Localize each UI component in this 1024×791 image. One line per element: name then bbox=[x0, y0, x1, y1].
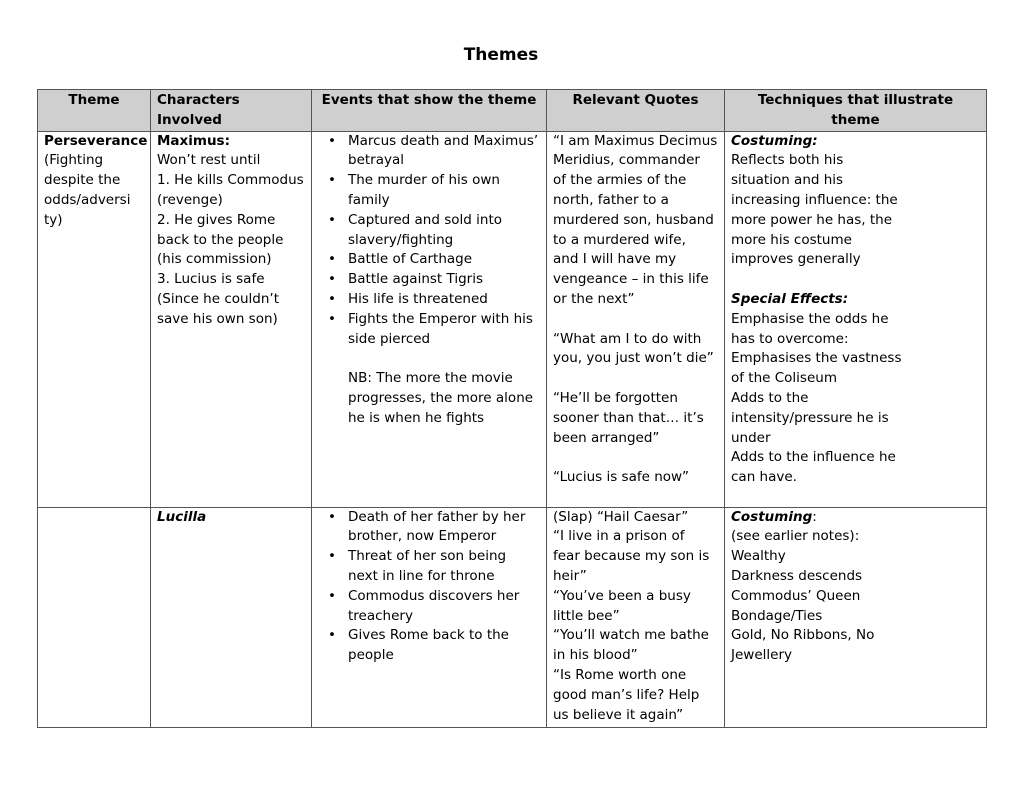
techniques-cell bbox=[725, 507, 987, 727]
themes-table bbox=[37, 89, 987, 728]
event-item: • The murder of his own family bbox=[318, 171, 540, 211]
character-line: (his commission) bbox=[157, 251, 272, 268]
character-line: Won’t rest until bbox=[157, 152, 261, 169]
table-row bbox=[38, 507, 987, 727]
quotes-cell bbox=[547, 131, 725, 507]
theme-cell bbox=[38, 131, 151, 507]
header-techniques: Techniques that illustrate theme bbox=[725, 90, 987, 132]
events-cell bbox=[312, 131, 547, 507]
character-name: Maximus: bbox=[157, 132, 230, 149]
technique-line: Reflects both his bbox=[731, 152, 844, 169]
theme-name: Perseverance bbox=[44, 132, 148, 149]
header-quotes: Relevant Quotes bbox=[547, 90, 725, 132]
technique-line: Commodus’ Queen bbox=[731, 587, 861, 604]
quote-line: vengeance – in this life bbox=[553, 271, 709, 288]
technique-line: under bbox=[731, 429, 771, 446]
technique-heading-colon: : bbox=[812, 508, 817, 525]
quote-line: little bee” bbox=[553, 607, 620, 624]
technique-heading: Costuming: bbox=[731, 132, 818, 149]
technique-line: more power he has, the bbox=[731, 211, 893, 228]
character-line: back to the people bbox=[157, 231, 284, 248]
quote-line: “Is Rome worth one bbox=[553, 666, 687, 683]
quote-line: (Slap) “Hail Caesar” bbox=[553, 508, 689, 525]
quote-line: or the next” bbox=[553, 290, 635, 307]
header-characters: Characters Involved bbox=[151, 90, 312, 132]
header-theme: Theme bbox=[38, 90, 151, 132]
theme-desc-line: despite the bbox=[44, 172, 121, 189]
quote-line: “I live in a prison of bbox=[553, 528, 685, 545]
quote-line: murdered son, husband bbox=[553, 211, 714, 228]
events-list bbox=[318, 132, 540, 350]
table-row bbox=[38, 131, 987, 507]
technique-line: Gold, No Ribbons, No bbox=[731, 627, 875, 644]
character-line: 1. He kills Commodus bbox=[157, 172, 304, 189]
character-name: Lucilla bbox=[157, 508, 207, 525]
event-item: • Gives Rome back to the people bbox=[318, 626, 540, 666]
techniques-cell bbox=[725, 131, 987, 507]
quote-line: fear because my son is bbox=[553, 548, 710, 565]
event-item: • Fights the Emperor with his side pierced bbox=[318, 310, 540, 350]
technique-line: Adds to the influence he bbox=[731, 449, 896, 466]
quote-line: “I am Maximus Decimus bbox=[553, 132, 718, 149]
character-line: (revenge) bbox=[157, 191, 223, 208]
event-item: • Commodus discovers her treachery bbox=[318, 587, 540, 627]
quote-line: us believe it again” bbox=[553, 706, 684, 723]
quote-line: you, you just won’t die” bbox=[553, 350, 714, 367]
technique-line: Emphasises the vastness bbox=[731, 350, 902, 367]
quote-line: north, father to a bbox=[553, 191, 669, 208]
character-line: 2. He gives Rome bbox=[157, 211, 276, 228]
events-list bbox=[318, 508, 540, 666]
technique-line: Bondage/Ties bbox=[731, 607, 823, 624]
quote-line: and I will have my bbox=[553, 251, 677, 268]
quote-line: in his blood” bbox=[553, 647, 638, 664]
quotes-cell bbox=[547, 507, 725, 727]
quote-line: been arranged” bbox=[553, 429, 660, 446]
quote-line: to a murdered wife, bbox=[553, 231, 686, 248]
technique-line: intensity/pressure he is bbox=[731, 409, 889, 426]
quote-line: “What am I to do with bbox=[553, 330, 702, 347]
theme-desc-line: (Fighting bbox=[44, 152, 104, 169]
quote-line: “He’ll be forgotten bbox=[553, 389, 678, 406]
technique-heading: Costuming bbox=[731, 508, 813, 525]
event-item: • His life is threatened bbox=[318, 290, 540, 310]
technique-line: of the Coliseum bbox=[731, 370, 837, 387]
spacer bbox=[553, 448, 718, 468]
quote-line: “Lucius is safe now” bbox=[553, 469, 690, 486]
character-line: 3. Lucius is safe bbox=[157, 271, 265, 288]
quote-line: sooner than that… it’s bbox=[553, 409, 704, 426]
quote-line: “You’ve been a busy bbox=[553, 587, 691, 604]
technique-heading: Special Effects: bbox=[731, 290, 849, 307]
technique-line: can have. bbox=[731, 469, 797, 486]
event-item: • Death of her father by her brother, now Emperor bbox=[318, 508, 540, 548]
event-item: • Threat of her son being next in line for throne bbox=[318, 547, 540, 587]
technique-heading-line bbox=[731, 508, 980, 528]
events-note: NB: The more the movie progresses, the more alone he is when he fights bbox=[348, 370, 534, 426]
header-row bbox=[38, 90, 987, 132]
technique-line: more his costume bbox=[731, 231, 852, 248]
quote-line: heir” bbox=[553, 567, 587, 584]
event-item: • Marcus death and Maximus’ betrayal bbox=[318, 132, 540, 172]
page-title: Themes bbox=[463, 45, 539, 65]
technique-line: has to overcome: bbox=[731, 330, 849, 347]
technique-line: increasing influence: the bbox=[731, 191, 898, 208]
technique-line: Darkness descends bbox=[731, 567, 863, 584]
character-cell bbox=[151, 507, 312, 727]
quote-line: good man’s life? Help bbox=[553, 686, 700, 703]
technique-line: (see earlier notes): bbox=[731, 528, 860, 545]
technique-line: Wealthy bbox=[731, 548, 786, 565]
spacer bbox=[553, 369, 718, 389]
technique-line: Jewellery bbox=[731, 647, 792, 664]
technique-line: Adds to the bbox=[731, 389, 809, 406]
header-events: Events that show the theme bbox=[312, 90, 547, 132]
events-cell bbox=[312, 507, 547, 727]
character-cell bbox=[151, 131, 312, 507]
theme-desc-line: ty) bbox=[44, 211, 63, 228]
quote-line: of the armies of the bbox=[553, 172, 687, 189]
technique-line: situation and his bbox=[731, 172, 844, 189]
technique-line: Emphasise the odds he bbox=[731, 310, 889, 327]
quote-line: “You’ll watch me bathe bbox=[553, 627, 709, 644]
character-line: (Since he couldn’t bbox=[157, 290, 280, 307]
event-item: • Captured and sold into slavery/fighting bbox=[318, 211, 540, 251]
spacer bbox=[553, 310, 718, 330]
character-line: save his own son) bbox=[157, 310, 278, 327]
quote-line: Meridius, commander bbox=[553, 152, 700, 169]
theme-cell-empty bbox=[38, 507, 151, 727]
technique-line: improves generally bbox=[731, 251, 861, 268]
event-item: • Battle of Carthage bbox=[318, 250, 540, 270]
spacer bbox=[731, 270, 980, 290]
event-item: • Battle against Tigris bbox=[318, 270, 540, 290]
theme-desc-line: odds/adversi bbox=[44, 191, 131, 208]
